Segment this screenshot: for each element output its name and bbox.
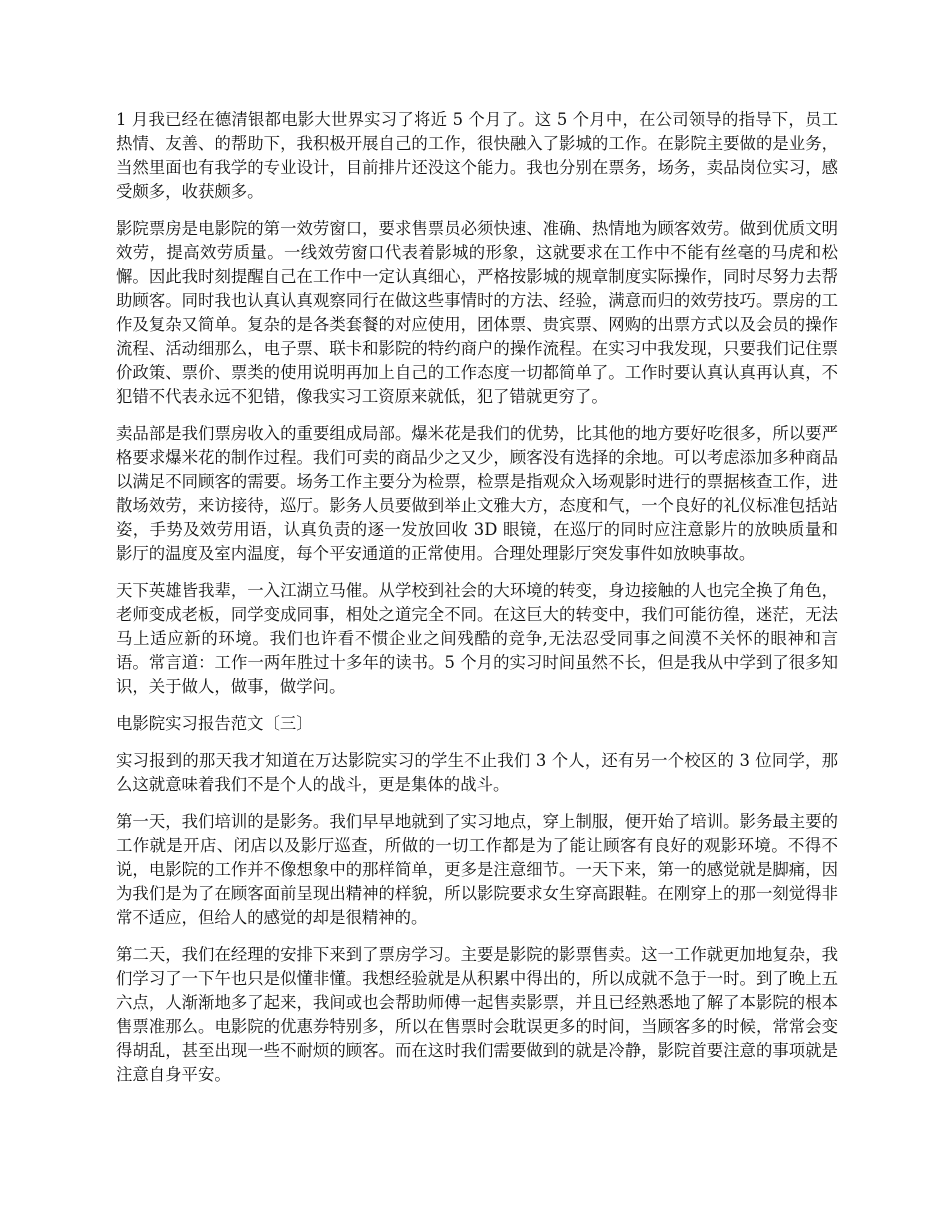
paragraph-5: 实习报到的那天我才知道在万达影院实习的学生不止我们 3 个人，还有另一个校区的 3 位同学，那么这就意味着我们不是个人的战斗，更是集体的战斗。 [116, 751, 838, 794]
section-heading: 电影院实习报告范文〔三〕 [116, 714, 313, 733]
document-body [116, 108, 838, 1100]
paragraph-6: 第一天，我们培训的是影务。我们早早地就到了实习地点，穿上制服，便开始了培训。影务最主要的工作就是开店、闭店以及影厅巡查，所做的一切工作都是为了能让顾客有良好的观影环境。不得不说，电影院的工作并不像想象中的那样简单，更多是注意细节。一天下来，第一的感觉就是脚痛，因为我们是为了在顾客面前呈现出精神的样貌，所以影院要求女生穿高跟鞋。在刚穿上的那一刻觉得非常不适应，但给人的感觉的却是很精神的。 [116, 812, 838, 927]
paragraph-1: 1 月我已经在德清银都电影大世界实习了将近 5 个月了。这 5 个月中，在公司领导的指导下，员工热情、友善、的帮助下，我积极开展自己的工作，很快融入了影城的工作。在影院主要做的是业务，当然里面也有我学的专业设计，目前排片还没这个能力。我也分别在票务，场务，卖品岗位实习，感受颇多，收获颇多。 [116, 110, 838, 201]
paragraph-3: 卖品部是我们票房收入的重要组成局部。爆米花是我们的优势，比其他的地方要好吃很多，所以要严格要求爆米花的制作过程。我们可卖的商品少之又少，顾客没有选择的余地。可以考虑添加多种商品以满足不同顾客的需要。场务工作主要分为检票，检票是指观众入场观影时进行的票据核查工作，进散场效劳，来访接待，巡厅。影务人员要做到举止文雅大方，态度和气，一个良好的礼仪标准包括站姿，手势及效劳用语，认真负责的逐一发放回收 3D 眼镜，在巡厅的同时应注意影片的放映质量和影厅的温度及室内温度，每个平安通道的正常使用。合理处理影厅突发事件如放映事故。 [116, 424, 838, 563]
paragraph-4: 天下英雄皆我辈，一入江湖立马催。从学校到社会的大环境的转变，身边接触的人也完全换了角色，老师变成老板，同学变成同事，相处之道完全不同。在这巨大的转变中，我们可能彷徨，迷茫，无法马上适应新的环境。我们也许看不惯企业之间残酷的竞争,无法忍受同事之间漠不关怀的眼神和言语。常言道：工作一两年胜过十多年的读书。5 个月的实习时间虽然不长，但是我从中学到了很多知识，关于做人，做事，做学问。 [116, 581, 838, 696]
paragraph-7: 第二天，我们在经理的安排下来到了票房学习。主要是影院的影票售卖。这一工作就更加地复杂，我们学习了一下午也只是似懂非懂。我想经验就是从积累中得出的，所以成就不急于一时。到了晚上五六点，人渐渐地多了起来，我间或也会帮助师傅一起售卖影票，并且已经熟悉地了解了本影院的根本售票准那么。电影院的优惠券特别多，所以在售票时会耽误更多的时间，当顾客多的时候，常常会变得胡乱，甚至出现一些不耐烦的顾客。而在这时我们需要做到的就是冷静，影院首要注意的事项就是注意自身平安。 [116, 945, 838, 1084]
paragraph-2: 影院票房是电影院的第一效劳窗口，要求售票员必须快速、准确、热情地为顾客效劳。做到优质文明效劳，提高效劳质量。一线效劳窗口代表着影城的形象，这就要求在工作中不能有丝毫的马虎和松懈。因此我时刻提醒自己在工作中一定认真细心，严格按影城的规章制度实际操作，同时尽努力去帮助顾客。同时我也认真认真观察同行在做这些事情时的方法、经验，满意而归的效劳技巧。票房的工作及复杂又简单。复杂的是各类套餐的对应使用，团体票、贵宾票、网购的出票方式以及会员的操作流程、活动细那么，电子票、联卡和影院的特约商户的操作流程。在实习中我发现，只要我们记住票价政策、票价、票类的使用说明再加上自己的工作态度一切都简单了。工作时要认真认真再认真，不犯错不代表永远不犯错，像我实习工资原来就低，犯了错就更穷了。 [116, 219, 838, 406]
